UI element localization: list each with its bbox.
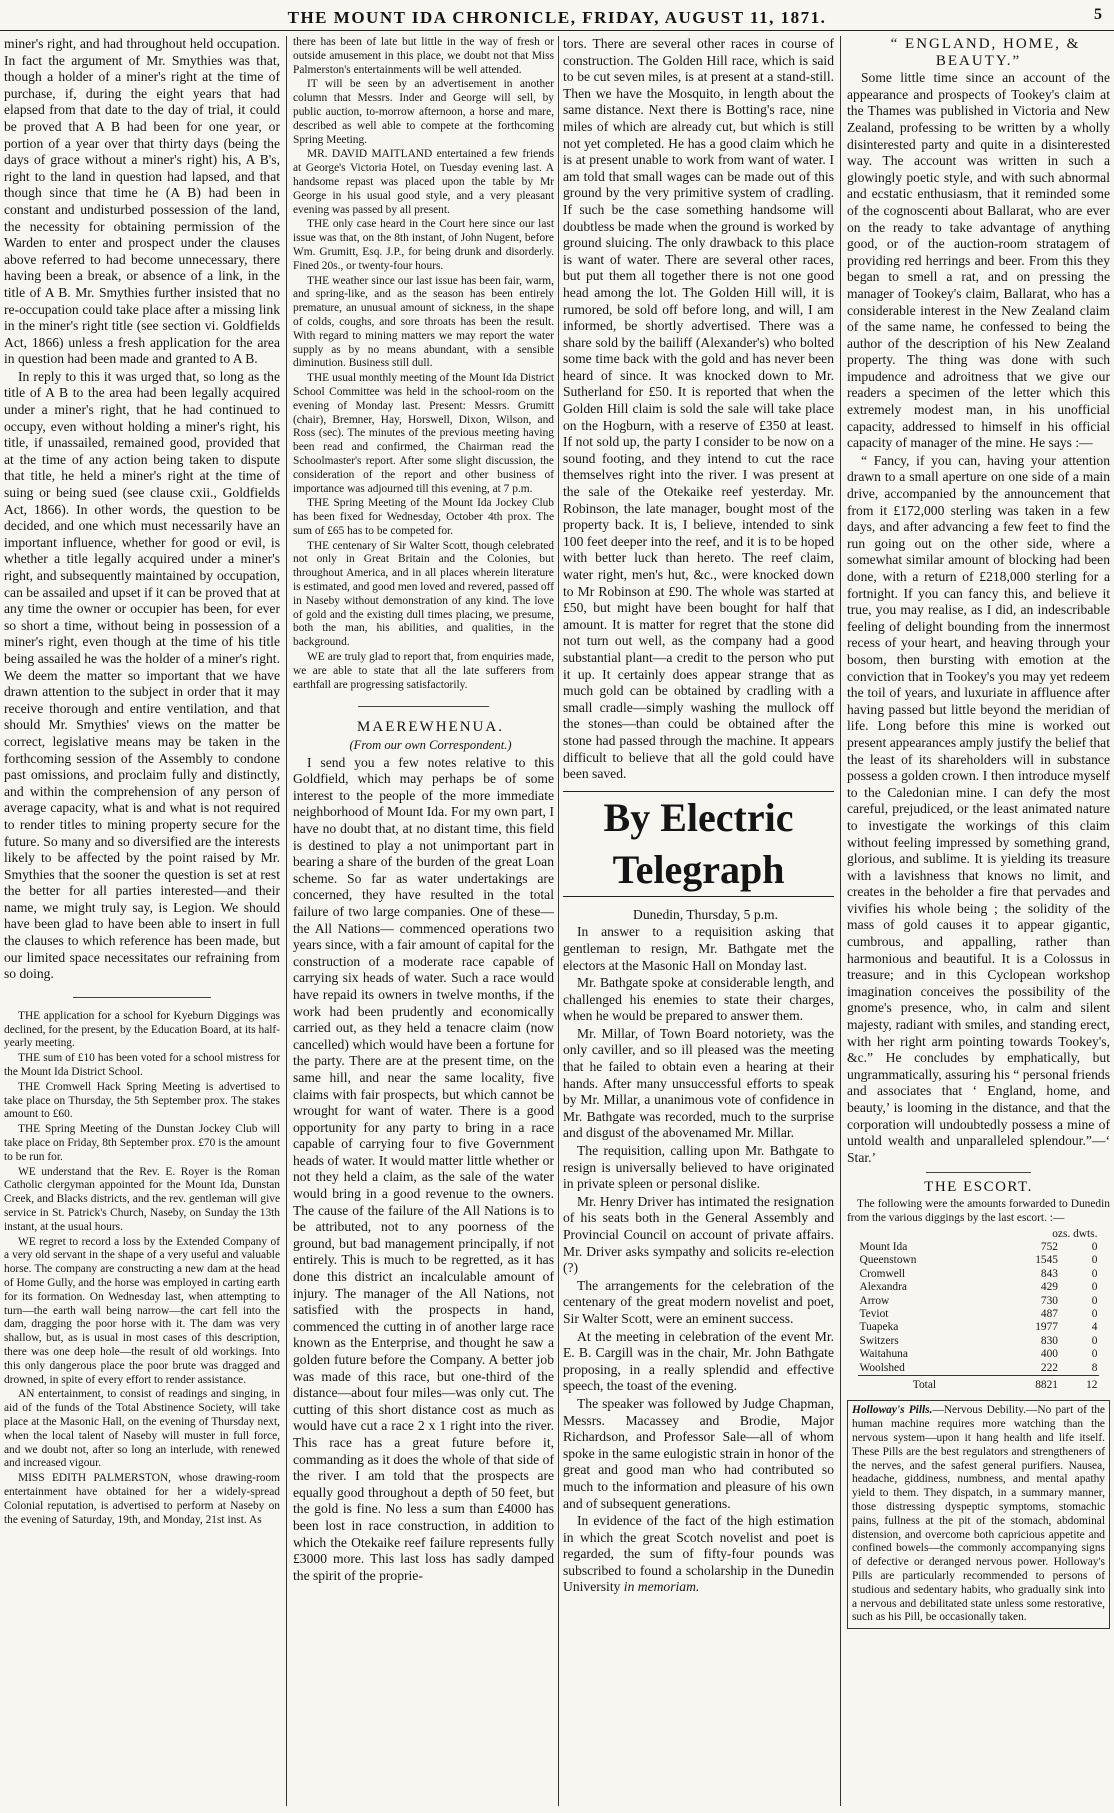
section-heading: “ ENGLAND, HOME, & BEAUTY.” bbox=[890, 36, 1081, 69]
article-paragraph: I send you a few notes relative to this Goldfield, which may perhaps be of some interest to the people of the more immediate neighborhood of Mount Ida. For my own part, I have no doubt that, at no distant time, this field is destined to play a not unimportant part in bearing a share of the burden of the great Loan scheme. So far as water undertakings are concerned, they have resulted in the total failure of two large companies. One of these—the All Nations— commenced operations two years since, with a fair amount of capital for the construction of a moderate race capable of carrying six heads of water. Such a race would have repaid its owners in twelve months, if the work had been prudently and economically carried out, as they held a tenacre claim (now cancelled) which would have been a fortune for the party. There are at the present time, on the same hill, and near the same locality, five claims with fair prospects, but which cannot be wrought for want of water. There is a good opportunity for any party to bring in a race capable of carrying four to five Government heads of water. It would matter little whether or not they held a claim, as the sale of the water would bring in a good revenue to the owners. The cause of the failure of the All Nations is to be attributed, not to any poorness of the ground, but bad management principally, if not entirely. This is much to be regretted, as it has done this district an incalculable amount of injury. The manager of the All Nations, not satisfied with the prospects in hand, commenced the cutting in of another large race known as the Enterprise, and thought he saw a golden future before the Company. A better job was made of this race, but one-third of the distance—about four miles—was only cut. The cutting of this short distance cost as much as would have cut a race 2 x 1 right into the river. This race has a great future before it, commanding as it does the whole of that side of the river. I am told that the prospects are equally good throughout a depth of 50 feet, but the gold is fine. No less a sum than £4000 has been lost in race construction, in addition to which the Otekaike reef failure represents fully £3000 more. This last loss has sadly damped the spirit of the proprie- bbox=[293, 754, 554, 1583]
article-text: In evidence of the fact of the high estimation in which the great Scotch novelist and poet is regarded, the sum of fifty-four pounds was subscribed to found a scholarship in the Dunedin University bbox=[563, 1513, 834, 1595]
dwts-cell: 4 bbox=[1091, 1321, 1098, 1334]
dwts-cell: 0 bbox=[1091, 1348, 1098, 1361]
escort-heading: THE ESCORT. bbox=[924, 1179, 1033, 1196]
page-number: 5 bbox=[1094, 6, 1102, 23]
column-rule bbox=[558, 36, 559, 1806]
news-item: THE centenary of Sir Walter Scott, though celebrated not only in Great Britain and the Colonies, but throughout America, and in all places wherein literature is estimated, and good men loved and revered, passed off in Naseby without demonstration of any kind. The love of gold and the existing dull times placing, we presume, both the man, his abilities, and qualities, in the background. bbox=[293, 539, 554, 649]
article-paragraph: In answer to a requisition asking that gentleman to resign, Mr. Bathgate met the electors at the Masonic Hall on Monday last. bbox=[563, 924, 834, 973]
dwts-cell: 0 bbox=[1091, 1267, 1098, 1280]
dwts-cell: 0 bbox=[1091, 1308, 1098, 1320]
ozs-cell: 222 bbox=[1040, 1361, 1058, 1374]
ozs-cell: 752 bbox=[1040, 1240, 1058, 1253]
dwts-cell: 0 bbox=[1091, 1294, 1098, 1307]
article-paragraph: Mr. Henry Driver has intimated the resignation of his seats both in the General Assembly and Provincial Council on account of private affairs. Mr. Driver asks sympathy and solicits re-election (?) bbox=[563, 1193, 834, 1276]
news-item: THE Spring Meeting of the Mount Ida Jockey Club has been fixed for Wednesday, October 4th prox. The sum of £65 has to be competed for. bbox=[293, 497, 554, 537]
ozs-cell: 487 bbox=[1040, 1308, 1058, 1320]
table-row bbox=[858, 1321, 1100, 1334]
news-item: THE application for a school for Kyeburn Diggings was declined, for the present, by the Education Board, at its half-yearly meeting. bbox=[4, 1009, 280, 1050]
article-paragraph: “ Fancy, if you can, having your attention drawn to a small aperture on one side of a main drive, accompanied by the announcement that from it £172,000 sterling was taken in a few days, and after advancing a few feet to find the run going out on the other side, where a somewhat similar amount of blocking had been done, with a return of £218,000 sterling for a fortnight. If you can fancy this, and believe it true, you may realise, as I did, an indescribable feeling of delight bounding from the innermost recess of your heart, and heaving through your bosom, then bursting with emotion at the conviction that in Tookey's you may yet redeem the toil of years, and luxuriate in affluence after having passed but little beyond the meridian of life. Long before this mine is worked out present appearances amply justify the belief that the least of its shareholders will in substance possess a golden crown. I then introduce myself to the Caledonian mine. I can defy the most careful, prejudiced, or the least animated nature to investigate the workings of this claim without feeling impressed by something grand, glorious, and sublime. It is yielding its treasure with a lavishness that knows no limit, and creates in the beholder a fire that pervades and vivifies his whole being ; the solidity of the mass of gold causes it to appear gigantic, cumbrous, and appalling, rather than harmonious and beautiful. It is a Colossus in treasure; and in this Cyclopean workshop imagination conceives the possibility of the gnome's presence, who, in calm and silent majesty, radiant with smiles, and standing erect, with her right arm pointing towards Tookey's, &c.” He concludes by emphatically, but ungrammatically, assuring his “ personal friends and associates that ‘ England, home, and beauty,’ is looming in the distance, and that the corporation will undoubtedly possess a mine of untold wealth and unparalleled splendour.”—‘ Star.’ bbox=[847, 452, 1110, 1165]
ozs-cell: 400 bbox=[1040, 1348, 1058, 1361]
table-row bbox=[858, 1281, 1100, 1294]
news-item: IT will be seen by an advertisement in another column that Messrs. Inder and George will sell, by public auction, to-morrow afternoon, a horse and mare, described as well able to compete at the forthcoming Spring Meeting. bbox=[293, 78, 554, 146]
column-1 bbox=[4, 36, 280, 1806]
place-cell: Alexandra bbox=[859, 1281, 907, 1294]
ad-lead: Holloway's Pills. bbox=[852, 1404, 933, 1417]
table-row bbox=[858, 1268, 1100, 1281]
divider bbox=[358, 706, 489, 707]
table-row bbox=[858, 1348, 1100, 1361]
table-row bbox=[858, 1241, 1100, 1254]
article-paragraph: miner's right, and had throughout held occupation. In fact the argument of Mr. Smythies was that, though a holder of a miner's right at the time of purchase, if, during the eight years that had elapsed from that date to the day of trial, it could be proved that A B had been for one year, or portion of a year over that thirty days (being the days of grace without a miner's right) his, A B's, right to the land in question had lapsed, and that though since that time he (A B) had been in constant and undisturbed possession of the land, the necessity for obtaining permission of the Warden to enter and prospect under the clauses above referred to had become unnecessary, there having been a break, or absence of a link, in the title of A B. Mr. Smythies further insisted that no re-occupation could take place after a missing link in the miner's right title (see section vi. Goldfields Act, 1866) unless a fresh application for the area in question had been made and granted to A B. bbox=[4, 36, 280, 367]
total-row bbox=[858, 1376, 1100, 1393]
article-paragraph: tors. There are several other races in course of construction. The Golden Hill race, which is said to be cut seven miles, is at present at a stand-still. Then we have the Mosquito, in length about the same distance. Next there is Botting's race, nine miles of which are already cut, but which is still not yet completed. He has a good claim which he is at present unable to work from want of water. I am told that small wages can be made out of this ground by the very primitive system of cradling. If such be the case something handsome will doubtless be made when the ground is worked by ground sluicing. The only drawback to this place is want of water. There are several other races, but put them all together there is not one good head among the lot. The Golden Hill will, it is rumored, be sold off before long, and will, I am informed, be shortly advertised. There was a share sold by the bailiff (Alexander's) who bolted some time back with the gold and has never been heard of since. It was knocked down to Mr. Sutherland for £50. It is reported that when the Golden Hill claim is sold the sale will take place on the Hogburn, with a reserve of £350 at least. If not sold up, the party I consider to be now on a sound footing, and they intend to cut the race themselves right into the river. I was present at the sale of the Otekaike reef yesterday. Mr. Robinson, the late manager, bought most of the property back. It is, I believe, intended to sink 100 feet deeper into the reef, and it is to be hoped with better luck than hereto. The reef claim, water right, men's hut, &c., were knocked down to Mr Robinson at £90. The whole was started at £50, but might have been bought for half that amount. It is matter for regret that the stone did not turn out well, as the company had a good substantial plant—a credit to the person who put it up. It certainly does appear strange that as much gold can be obtained by cradling with a small cradle—simply washing the mullock off the stones—than could be obtained after the stone had passed through the machine. It appears difficult to believe that all the gold could have been saved. bbox=[563, 36, 834, 782]
table-row bbox=[858, 1254, 1100, 1267]
news-item: there has been of late but little in the way of fresh or outside amusement in this place, we doubt not that Miss Palmerston's entertainments will be well attended. bbox=[293, 36, 554, 76]
dwts-cell: 0 bbox=[1091, 1240, 1098, 1253]
news-item: THE only case heard in the Court here since our last issue was that, on the 8th instant, of John Nugent, before Wm. Grumitt, Esq. J.P., for being drunk and disorderly. Fined 20s., or twenty-four hours. bbox=[293, 218, 554, 272]
article-paragraph: In reply to this it was urged that, so long as the title of A B to the area had been legally acquired under a miner's right, that he had continued to occupy, even without holding a miner's right, his title, if unassailed, remained good, provided that at the time of any action being taken to dispute that title, he held a miner's right at the time of suing or being sued (see clause cxii., Goldfields Act, 1866). In other words, the question to be decided, and one which must necessarily have an important influence, whether for good or evil, is whether a title legally acquired under a miner's right, and subsequently maintained by occupation, can be assailed and upset if it can be proved that at any time the owner or occupier has been, for ever so short a time, without being in possession of a miner's right, even though at the time of his title being assailed he was the holder of a miner's right. We deem the matter so important that we have drawn attention to the subject in order that it may receive thorough and entire ventilation, and that should Mr. Smythies' views on the matter be correct, legislative means may be taken in the forthcoming session of the Assembly to condone past omissions, and proclaim fully and distinctly, and within the comprehension of any person of average capacity, what is and what is not required to render titles to mining property secure for the future. So many and so diversified are the interests likely to be affected by the point raised by Mr. Smythies that the sooner the question is set at rest the better for all parties interested—and their name, we might truly say, is Legion. We should have been glad to have been able to insert in full the clauses to which reference has been made, but our limited space necessitates our refraining from so doing. bbox=[4, 368, 280, 982]
news-item: AN entertainment, to consist of readings and singing, in aid of the funds of the Total Abstinence Society, will take place at the Masonic Hall, on the evening of Thursday next, when the local talent of Naseby will muster in full force, and we doubt not, after so long an interlude, with renewed and increased vigour. bbox=[4, 1388, 280, 1470]
place-cell: Tuapeka bbox=[859, 1321, 899, 1334]
news-item: WE are truly glad to report that, from enquiries made, we are able to state that all the late sufferers from earthfall are progressing satisfactorily. bbox=[293, 651, 554, 691]
table-row bbox=[858, 1295, 1100, 1308]
ozs-cell: 830 bbox=[1040, 1334, 1058, 1347]
news-item: MR. DAVID MAITLAND entertained a few friends at George's Victoria Hotel, on Tuesday evening last. A handsome repast was placed upon the table by Mr George in his usual good style, and a very pleasant evening was passed by all present. bbox=[293, 148, 554, 216]
total-label: Total bbox=[858, 1376, 992, 1393]
table-header-row bbox=[858, 1228, 1100, 1241]
escort-table bbox=[858, 1228, 1100, 1393]
place-cell: Teviot bbox=[859, 1308, 889, 1320]
article-paragraph: Mr. Bathgate spoke at considerable length, and challenged his enemies to state their charges, when he would be prepared to answer them. bbox=[563, 975, 834, 1024]
masthead bbox=[0, 0, 1114, 31]
news-item: MISS EDITH PALMERSTON, whose drawing-room entertainment have obtained for her a widely-spread Colonial reputation, is advertised to perform at Naseby on the evening of Saturday, 19th, and Monday, 21st inst. As bbox=[4, 1472, 280, 1526]
news-item: WE understand that the Rev. E. Royer is the Roman Catholic clergyman appointed for the Mount Ida, Dunstan Creek, and Blacks districts, and the rev. gentleman will give service in St. Patrick's Church, Naseby, on Sunday the 13th instant, at the usual hours. bbox=[4, 1165, 280, 1233]
column-4 bbox=[847, 36, 1110, 1806]
news-item: WE regret to record a loss by the Extended Company of a very old servant in the shape of a very useful and valuable horse. The company are constructing a new dam at the head of Home Gully, and the horse was employed in carting earth for its formation. On Wednesday last, when attempting to turn—the earth wall being narrow—the cart fell into the dam, dragging the poor horse with it. The dam was very shallow, but, as is usual in most cases of this description, there was one deep hole—the result of old workings. Into this only dangerous place the poor brute was dragged and drowned, in spite of every effort to render assistance. bbox=[4, 1235, 280, 1386]
place-cell: Mount Ida bbox=[859, 1240, 908, 1253]
place-cell: Waitahuna bbox=[859, 1348, 908, 1361]
news-item: THE Cromwell Hack Spring Meeting is advertised to take place on Thursday, the 5th September prox. The stakes amount to £60. bbox=[4, 1080, 280, 1121]
escort-intro: The following were the amounts forwarded to Dunedin from the various diggings by the last escort. :— bbox=[847, 1197, 1110, 1224]
place-cell: Cromwell bbox=[859, 1267, 906, 1280]
local-news bbox=[4, 1010, 280, 1527]
column-2 bbox=[293, 36, 554, 1806]
ozs-cell: 1977 bbox=[1035, 1321, 1058, 1334]
total-dwts: 12 bbox=[1060, 1376, 1100, 1393]
place-cell: Queenstown bbox=[859, 1254, 917, 1267]
telegraph-heading: By Electric Telegraph bbox=[563, 791, 834, 897]
place-cell: Arrow bbox=[859, 1294, 890, 1307]
total-ozs: 8821 bbox=[991, 1376, 1060, 1393]
column-3 bbox=[563, 36, 834, 1806]
section-heading: MAEREWHENUA. bbox=[357, 719, 504, 736]
table-row bbox=[858, 1335, 1100, 1348]
section-subheading: (From our own Correspondent.) bbox=[349, 738, 512, 753]
news-item: THE Spring Meeting of the Dunstan Jockey Club will take place on Friday, 8th September prox. £70 is the amount to be run for. bbox=[4, 1123, 280, 1163]
dateline: Dunedin, Thursday, 5 p.m. bbox=[633, 906, 778, 922]
divider bbox=[926, 1172, 1031, 1173]
dwts-cell: 0 bbox=[1091, 1334, 1098, 1347]
article-paragraph: The speaker was followed by Judge Chapman, Messrs. Macassey and Brodie, Major Richardson, and Professor Sale—all of whom spoke in the same eulogistic strain in honor of the great and good man who had contributed so much to the information and pleasure of his own and of subsequent generations. bbox=[563, 1395, 834, 1511]
table-row bbox=[858, 1308, 1100, 1321]
divider bbox=[73, 997, 211, 998]
column-rule bbox=[840, 36, 841, 1806]
ozs-cell: 429 bbox=[1040, 1281, 1058, 1294]
article-paragraph: At the meeting in celebration of the event Mr. E. B. Cargill was in the chair, Mr. John Bathgate proposing, in a really splendid and effective speech, the toast of the evening. bbox=[563, 1328, 834, 1394]
article-paragraph bbox=[563, 1513, 834, 1596]
units-header: ozs. dwts. bbox=[1052, 1227, 1098, 1240]
news-item: THE usual monthly meeting of the Mount Ida District School Committee was held in the school-room on the evening of Monday last. Present: Messrs. Grumitt (chair), Bremner, Hay, Horswell, Dixon, Wilson, and Ross (sec). The minutes of the previous meeting having been read and confirmed, the Chairman read the Schoolmaster's report. After some slight discussion, the consideration of the report and other business of importance was adjourned till this evening, at 7 p.m. bbox=[293, 372, 554, 495]
news-item: THE sum of £10 has been voted for a school mistress for the Mount Ida District School. bbox=[4, 1052, 280, 1079]
advertisement bbox=[847, 1400, 1110, 1629]
news-item: THE weather since our last issue has been fair, warm, and spring-like, and as the season has been entirely premature, an unusual amount of sickness, in the shape of colds, coughs, and sore throats has been the result. With regard to mining matters we may report the water supply as by no means abundant, with a sensible diminution. Business still dull. bbox=[293, 274, 554, 370]
article-paragraph: Mr. Millar, of Town Board notoriety, was the only caviller, and so ill pleased was the meeting that he failed to obtain even a hearing at their hands. After many unsuccessful efforts to speak by Mr. Millar, a unanimous vote of confidence in Mr. Bathgate was recorded, much to the surprise and disgust of the abovenamed Mr. Millar. bbox=[563, 1025, 834, 1141]
article-paragraph: Some little time since an account of the appearance and prospects of Tookey's claim at the Thames was published in Victoria and New Zealand, professing to be written by a wholly disinterested party and quite in a disinterested way. The account was written in such a glowingly poetic style, and with such abnormal and ecstatic enthusiasm, that it reminded some of the cognoscenti about Ballarat, who are ever on the ready to take advantage of anything good, or of the auction-room stratagem of providing red herrings and beer. From this they began to smell a rat, and on pressing the manager of Tookey's claim, Ballarat, who has a considerable interest in the New Zealand claim of the same name, he confessed to being the author of the description of his New Zealand property. The thing was done with such impudence and adroitness that we give our readers a specimen of the letter which this extremely modest man, in his unofficial capacity, addressed to himself in his official capacity of manager of the mine. He says :— bbox=[847, 70, 1110, 451]
article-paragraph: The requisition, calling upon Mr. Bathgate to resign is universally believed to have originated in private spleen or personal dislike. bbox=[563, 1143, 834, 1192]
italic-phrase: in memoriam. bbox=[623, 1579, 700, 1595]
ozs-cell: 1545 bbox=[1035, 1254, 1058, 1267]
newspaper-title: THE MOUNT IDA CHRONICLE, FRIDAY, AUGUST 11, 1871. bbox=[287, 8, 827, 27]
place-cell: Woolshed bbox=[859, 1361, 905, 1374]
dwts-cell: 0 bbox=[1091, 1254, 1098, 1267]
ad-text: —Nervous Debility.—No part of the human machine requires more watching than the nervous system—upon it hang health and life itself. These Pills are the best regulators and strengtheners of the nerves, and the safest general purifiers. Nausea, headache, giddiness, numbness, and mental apathy yield to them. They dispatch, in a summary manner, those distressing dyspeptic symptoms, stomachic pains, fullness at the pit of the stomach, abdominal distension, and overcome both capricious appetite and confined bowels—the commonly accompanying signs of defective or deranged nervous power. Holloway's Pills are particularly recommended to persons of studious and sedentary habits, who gradually sink into a nervous and debilitated state unless some restorative, such as his Pill, be occasionally taken. bbox=[852, 1404, 1105, 1624]
table-row bbox=[858, 1362, 1100, 1376]
dwts-cell: 8 bbox=[1091, 1361, 1098, 1374]
article-paragraph: The arrangements for the celebration of the centenary of the great modern novelist and poet, Sir Walter Scott, were an eminent success. bbox=[563, 1277, 834, 1326]
column-rule bbox=[286, 36, 287, 1806]
place-cell: Switzers bbox=[859, 1334, 899, 1347]
ozs-cell: 730 bbox=[1040, 1294, 1058, 1307]
dwts-cell: 0 bbox=[1091, 1281, 1098, 1294]
local-news bbox=[293, 36, 554, 692]
ozs-cell: 843 bbox=[1040, 1267, 1058, 1280]
